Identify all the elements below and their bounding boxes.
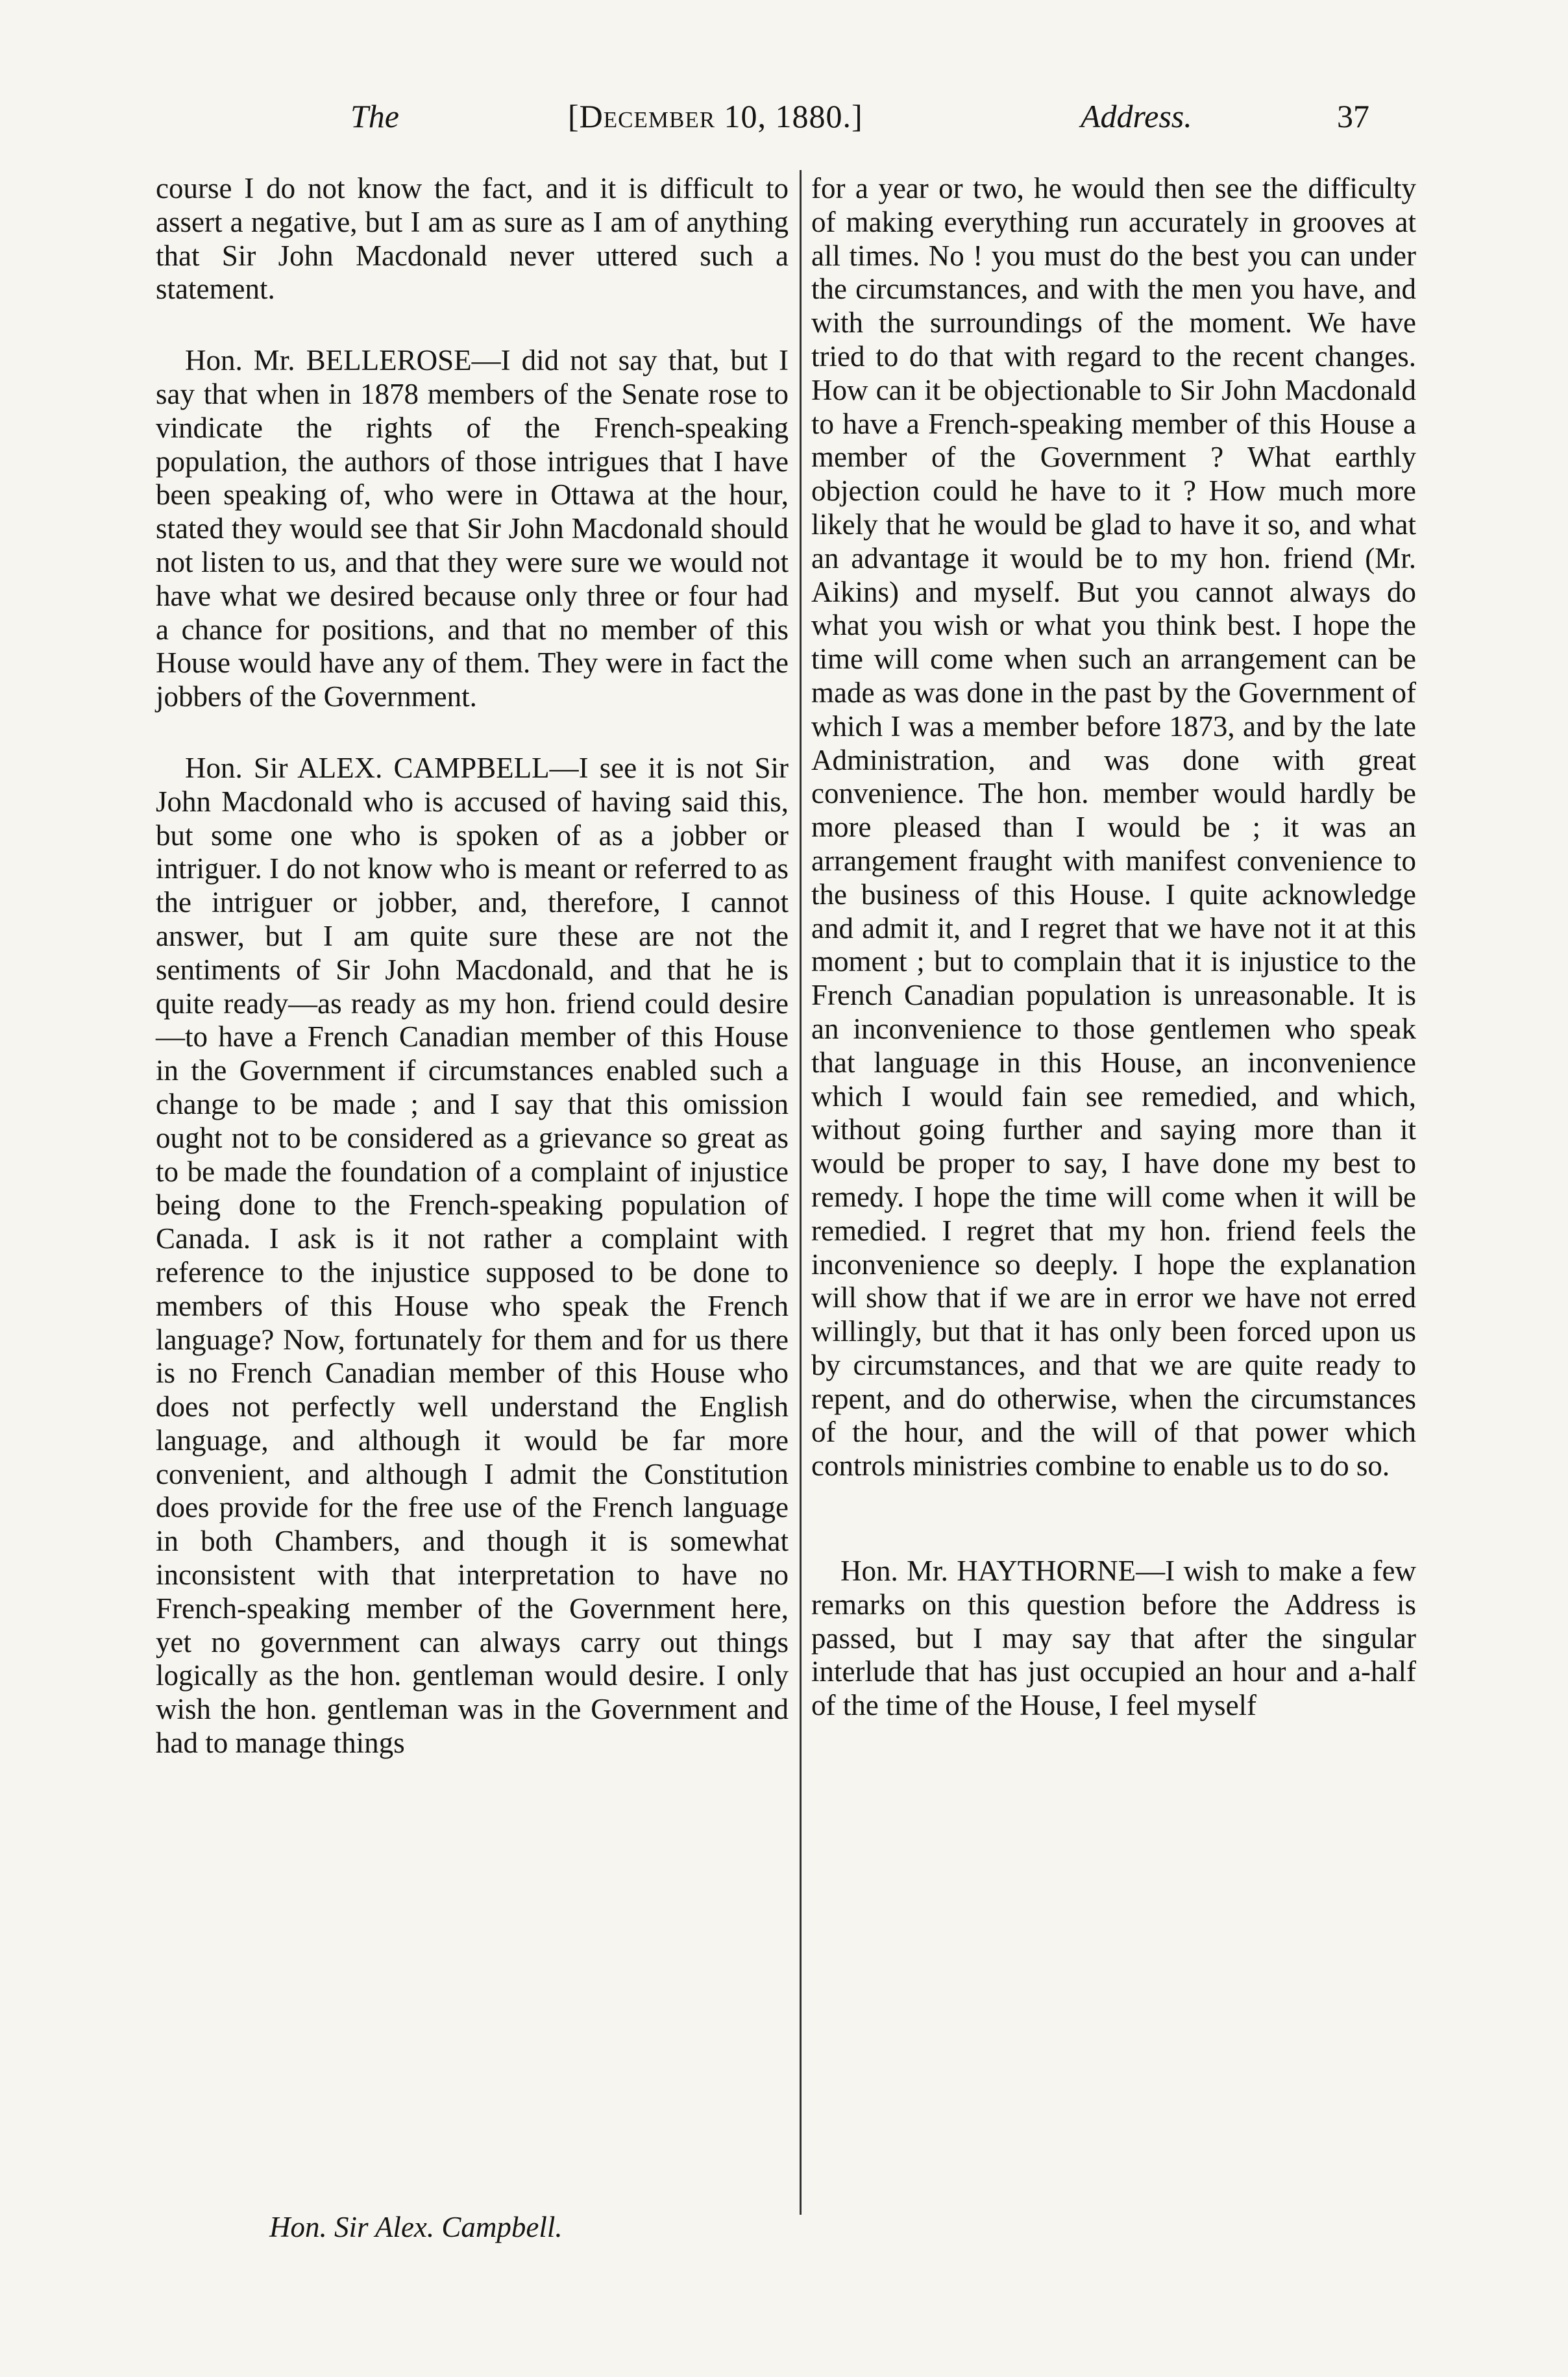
right-column: [811, 172, 1416, 1723]
running-header: [0, 97, 1568, 149]
left-paragraph-2: Hon. Mr. BELLEROSE—I did not say that, but I say that when in 1878 members of the Senate rose to vindicate the rights of the French-speaking population, the authors of those intrigues that I have been speaking of, who were in Ottawa at the hour, stated they would see that Sir John Macdonald should not listen to us, and that they were sure we would not have what we desired because only three or four had a chance for positions, and that no member of this House would have any of them. They were in fact the jobbers of the Government.: [156, 344, 789, 713]
left-column: [156, 172, 789, 1760]
left-paragraph-1: course I do not know the fact, and it is difficult to assert a negative, but I am as sure as I am of anything that Sir John Macdonald never uttered such a statement.: [156, 172, 789, 306]
page-number: 37: [1337, 98, 1369, 134]
column-divider: [800, 170, 802, 2215]
header-right: Address.: [1081, 98, 1192, 134]
header-left: The: [350, 98, 399, 134]
right-paragraph-2: Hon. Mr. HAYTHORNE—I wish to make a few remarks on this question before the Address is passed, but I may say that after the singular interlude that has just occupied an hour and a-half of the time of the House, I feel myself: [811, 1555, 1416, 1722]
header-date: [December 10, 1880.]: [568, 98, 863, 134]
right-paragraph-1: for a year or two, he would then see the difficulty of making everything run accurately in grooves at all times. No ! you must do the best you can under the circumstances, and with the men you have, and with the surroundings of the moment. We have tried to do that with regard to the recent changes. How can it be objectionable to Sir John Macdonald to have a French-speaking member of this House a member of the Government ? What earthly objection could he have to it ? How much more likely that he would be glad to have it so, and what an advantage it would be to my hon. friend (Mr. Aikins) and myself. But you cannot always do what you wish or what you think best. I hope the time will come when such an arrangement can be made as was done in the past by the Government of which I was a member before 1873, and by the late Administration, and was done with great convenience. The hon. member would hardly be more pleased than I would be ; it was an arrangement fraught with manifest convenience to the business of this House. I quite acknowledge and admit it, and I regret that we have not it at this moment ; but to complain that it is injustice to the French Canadian population is unreasonable. It is an inconvenience to those gentlemen who speak that language in this House, an inconvenience which I would fain see remedied, and which, without going further and saying more than it would be proper to say, I have done my best to remedy. I hope the time will come when it will be remedied. I regret that my hon. friend feels the inconvenience so deeply. I hope the explanation will show that if we are in error we have not erred willingly, but that it has only been forced upon us by circumstances, and that we are quite ready to repent, and do otherwise, when the circumstances of the hour, and the will of that power which controls ministries combine to enable us to do so.: [811, 172, 1416, 1483]
left-paragraph-3: Hon. Sir ALEX. CAMPBELL—I see it is not Sir John Macdonald who is accused of having said this, but some one who is spoken of as a jobber or intriguer. I do not know who is meant or referred to as the intriguer or jobber, and, therefore, I cannot answer, but I am quite sure these are not the sentiments of Sir John Macdonald, and that he is quite ready—as ready as my hon. friend could desire—to have a French Canadian member of this House in the Government if circumstances enabled such a change to be made ; and I say that this omission ought not to be considered as a grievance so great as to be made the foundation of a complaint of injustice being done to the French-speaking population of Canada. I ask is it not rather a complaint with reference to the injustice supposed to be done to members of this House who speak the French language? Now, fortunately for them and for us there is no French Canadian member of this House who does not perfectly well understand the English language, and although it would be far more convenient, and although I admit the Constitution does provide for the free use of the French language in both Chambers, and though it is somewhat inconsistent with that interpretation to have no French-speaking member of the Government here, yet no government can always carry out things logically as the hon. gentleman would desire. I only wish the hon. gentleman was in the Government and had to manage things: [156, 751, 789, 1760]
footer-speaker: Hon. Sir Alex. Campbell.: [269, 2211, 563, 2243]
